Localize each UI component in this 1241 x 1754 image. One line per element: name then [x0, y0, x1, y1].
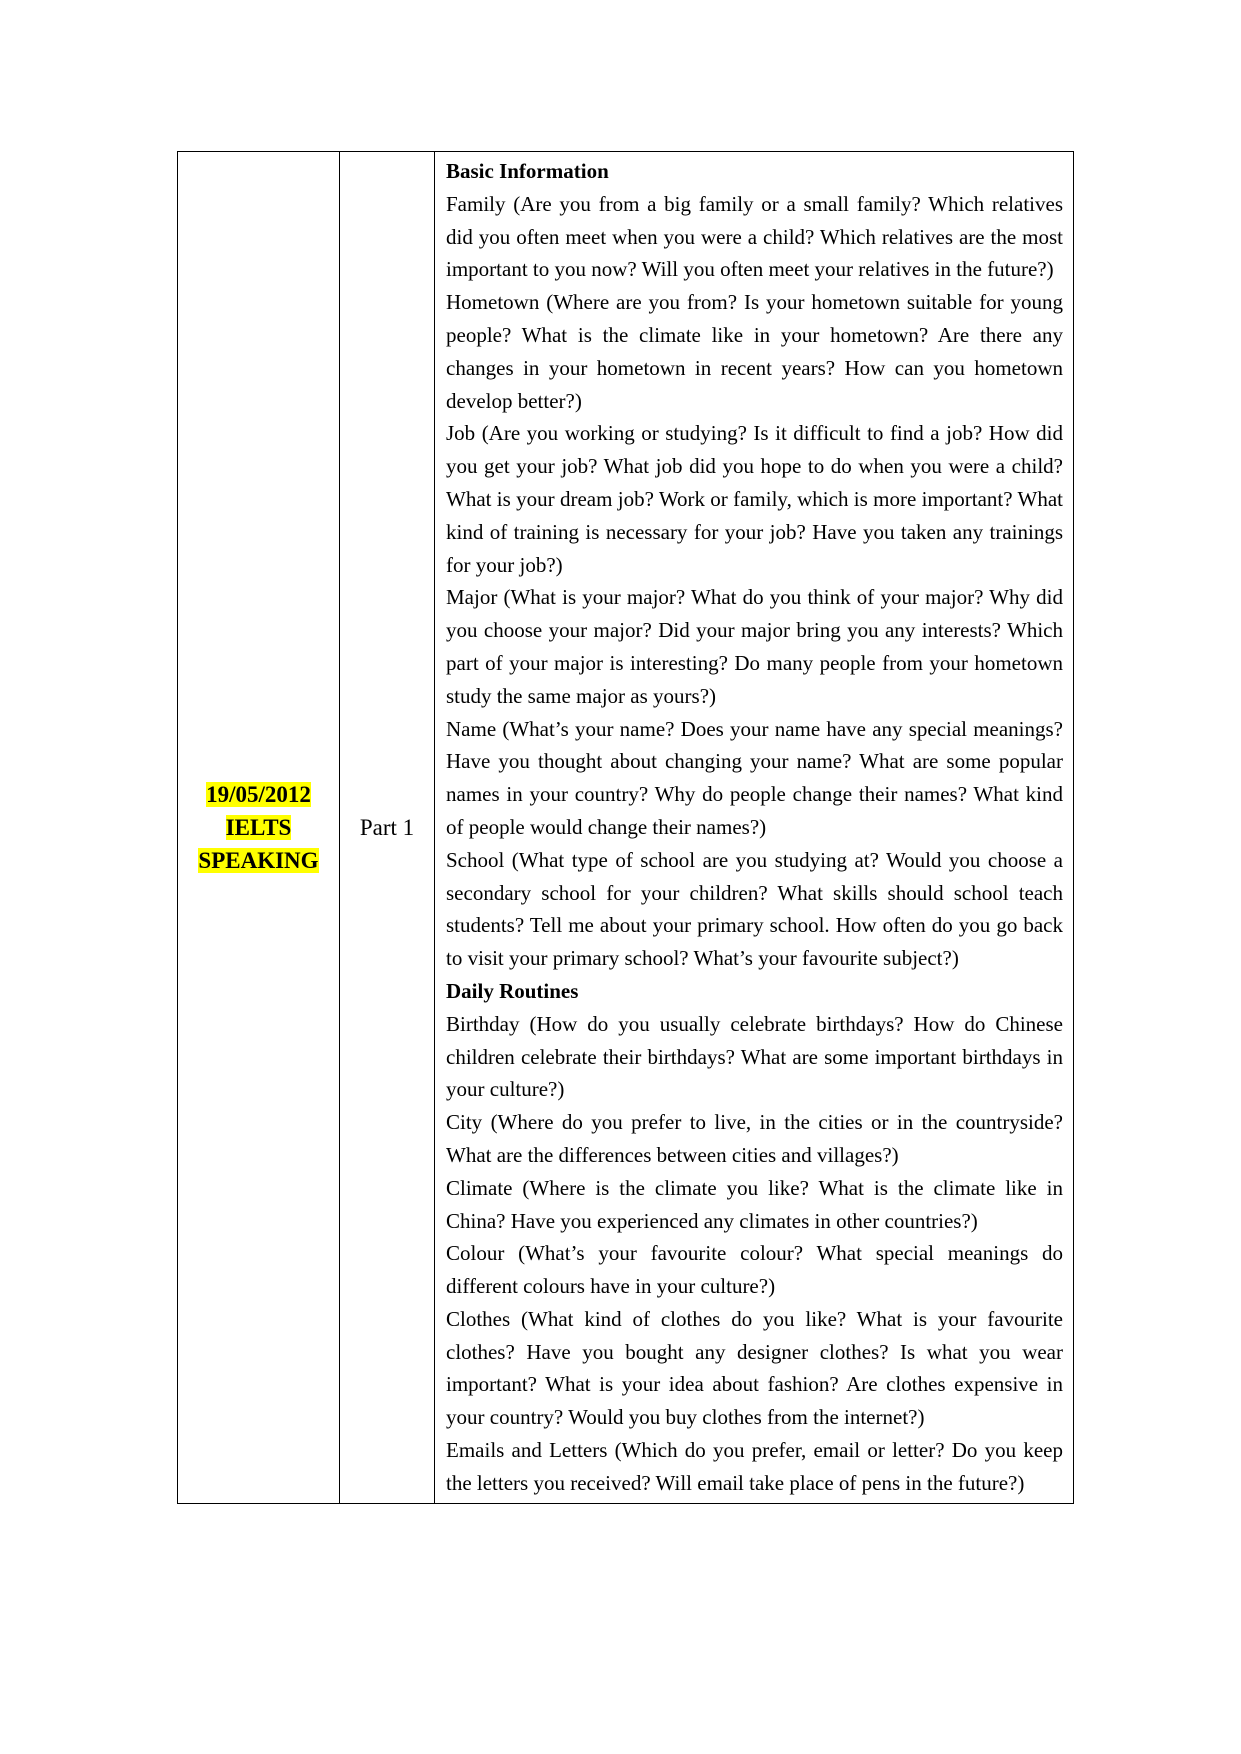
- topic-clothes: Clothes (What kind of clothes do you like? What is your favourite clothes? Have you bought any designer clothes? Is what you wear important? What is your idea about fashion? Are clothes expensive in your country? Would you buy clothes from the internet?): [446, 1306, 1063, 1430]
- part-label: Part 1: [359, 814, 415, 840]
- date-cell: [178, 152, 340, 1504]
- topic-name: Name (What’s your name? Does your name have any special meanings? Have you thought about changing your name? What are some popular names in your country? Why do people change their names? What kind of people would change their names?): [446, 716, 1063, 839]
- topic-job: Job (Are you working or studying? Is it difficult to find a job? How did you get your job? What job did you hope to do when you were a child? What is your dream job? Work or family, which is more important? What kind of training is necessary for your job? Have you taken any trainings for your job?): [446, 421, 1063, 577]
- topic-colour: Colour (What’s your favourite colour? What special meanings do different colours have in your culture?): [446, 1241, 1063, 1299]
- topic-school: School (What type of school are you studying at? Would you choose a secondary school for your children? What skills should school teach students? Tell me about your primary school. How often do you go back to visit your primary school? What’s your favourite subject?): [446, 847, 1063, 971]
- section-heading: Basic Information: [446, 159, 609, 183]
- topic-emails-letters: Emails and Letters (Which do you prefer, email or letter? Do you keep the letters you received? Will email take place of pens in the future?): [446, 1438, 1063, 1495]
- topics-cell: [435, 152, 1074, 1504]
- topic-major: Major (What is your major? What do you think of your major? Why did you choose your major? Did your major bring you any interests? Which part of your major is interesting? Do many people from your hometown study the same major as yours?): [446, 585, 1063, 708]
- topic-city: City (Where do you prefer to live, in the cities or in the countryside? What are the differences between cities and villages?): [446, 1110, 1063, 1167]
- exam-date: 19/05/2012: [206, 781, 311, 807]
- section-heading: Daily Routines: [446, 978, 579, 1003]
- topic-family: Family (Are you from a big family or a small family? Which relatives did you often meet when you were a child? Which relatives are the most important to you now? Will you often meet your relatives in the future?): [446, 191, 1063, 282]
- exam-name: IELTS: [225, 814, 292, 840]
- exam-section: SPEAKING: [198, 847, 319, 873]
- part-cell: [340, 152, 435, 1504]
- table-row: [178, 152, 1074, 1504]
- speaking-topics-table: [177, 151, 1074, 1504]
- topic-birthday: Birthday (How do you usually celebrate birthdays? How do Chinese children celebrate their birthdays? What are some important birthdays in your culture?): [446, 1011, 1063, 1102]
- topic-hometown: Hometown (Where are you from? Is your hometown suitable for young people? What is the climate like in your hometown? Are there any changes in your hometown in recent years? How can you hometown develop better?): [446, 290, 1063, 413]
- topic-climate: Climate (Where is the climate you like? What is the climate like in China? Have you experienced any climates in other countries?): [446, 1175, 1063, 1233]
